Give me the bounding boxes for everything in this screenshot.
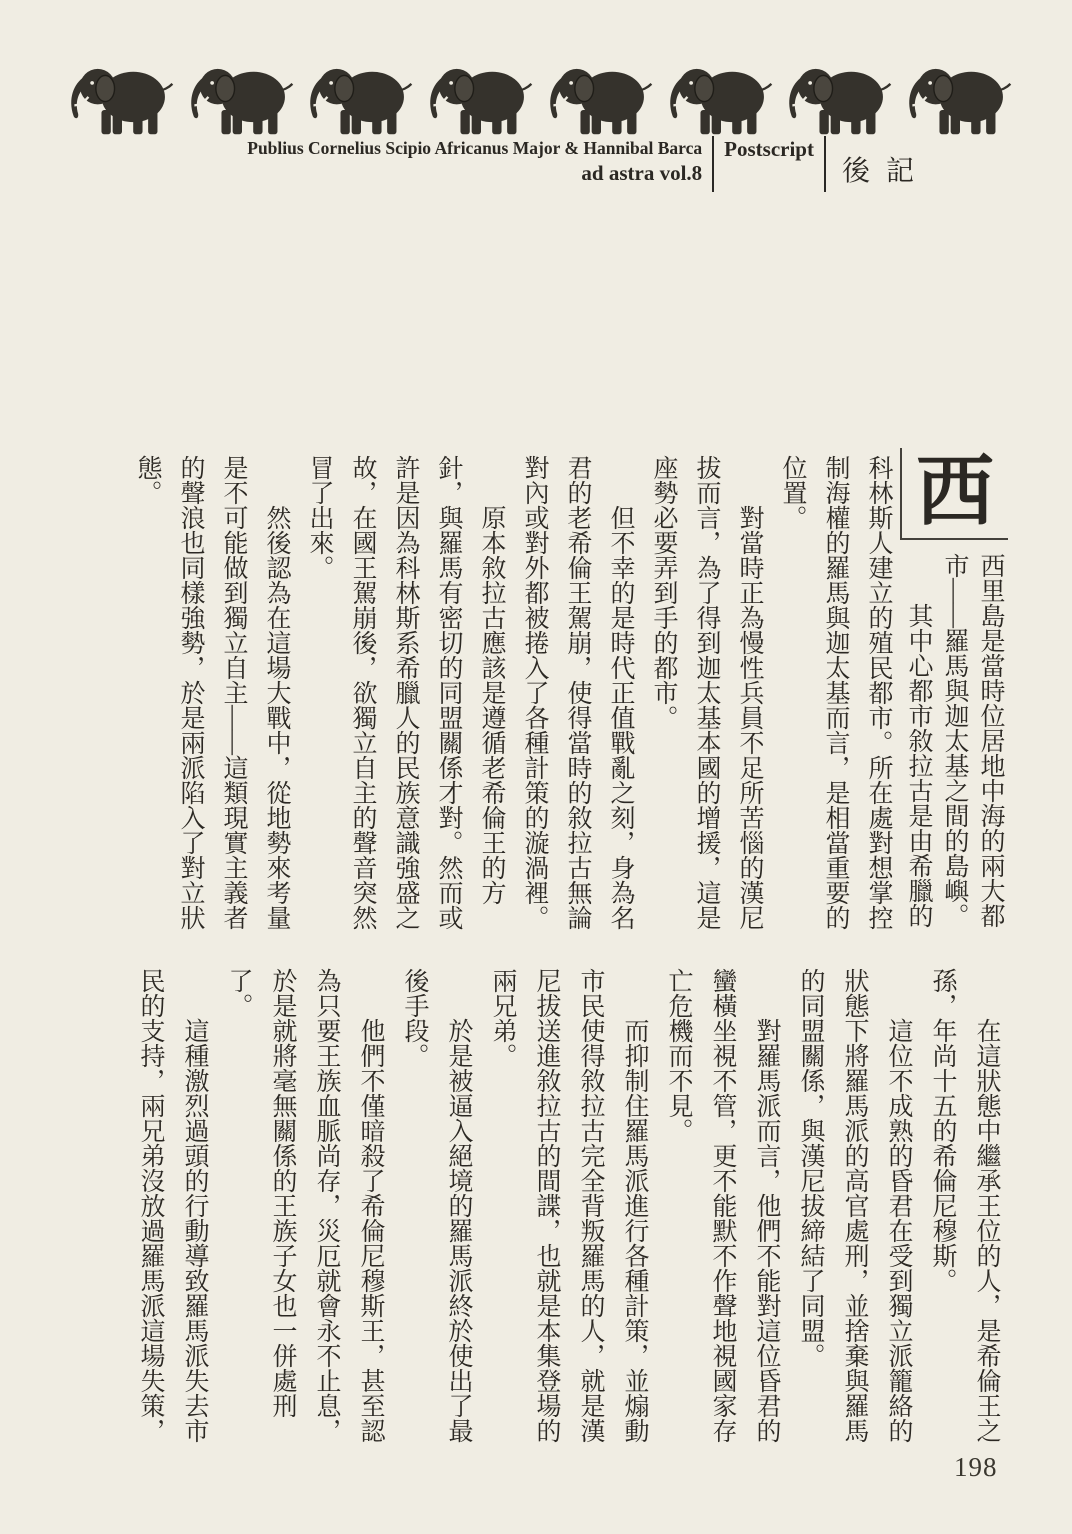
paragraph: 但不幸的是時代正值戰亂之刻，身為名君的老希倫王駕崩，使得當時的敘拉古無論對內或對外都被捲入了各種計策的漩渦裡。 xyxy=(521,455,634,930)
paragraph: 這種激烈過頭的行動導致羅馬派失去市民的支持，兩兄弟沒放過羅馬派這場失策， xyxy=(137,968,208,1443)
paragraph: 對當時正為慢性兵員不足所苦惱的漢尼拔而言，為了得到迦太基本國的增援，這是座勢必要弄到手的都市。 xyxy=(650,455,763,930)
paragraph: 於是被逼入絕境的羅馬派終於使出了最後手段。 xyxy=(401,968,472,1443)
header-divider xyxy=(712,136,714,192)
paragraph: 而抑制住羅馬派進行各種計策，並煽動市民使得敘拉古完全背叛羅馬的人，就是漢尼拔送進敘拉古的間諜，也就是本集登場的兩兄弟。 xyxy=(489,968,648,1443)
header-english-block xyxy=(247,136,702,194)
paragraph: 科林斯人建立的殖民都市。所在處對想掌控制海權的羅馬與迦太基而言，是相當重要的位置。 xyxy=(779,455,892,930)
paragraph: 這位不成熟的昏君在受到獨立派籠絡的狀態下將羅馬派的高官處刑，並捨棄與羅馬的同盟關係，與漢尼拔締結了同盟。 xyxy=(797,968,912,1443)
paragraph: 其中心都市敘拉古是由希臘的 xyxy=(905,603,932,928)
postscript-label: Postscript xyxy=(724,137,814,161)
paragraph: 對羅馬派而言，他們不能對這位昏君的蠻橫坐視不管，更不能默不作聲地視國家存亡危機而不見。 xyxy=(665,968,780,1443)
upper-intro-columns xyxy=(900,553,1008,933)
elephant-icon xyxy=(784,54,896,138)
page-header xyxy=(247,136,930,194)
paragraph: 原本敘拉古應該是遵循老希倫王的方針，與羅馬有密切的同盟關係才對。然而或許是因為科林斯系希臘人的民族意識強盛之故，在國王駕崩後，欲獨立自主的聲音突然冒了出來。 xyxy=(306,455,505,930)
upper-main-columns xyxy=(126,455,900,933)
elephant-icon xyxy=(305,54,417,138)
paragraph: 他們不僅暗殺了希倫尼穆斯王，甚至認為只要王族血脈尚存，災厄就會永不止息，於是就將毫無關係的王族子女也一併處刑了。 xyxy=(225,968,384,1443)
header-divider xyxy=(824,136,826,192)
postscript-label-cjk: 後記 xyxy=(841,156,930,187)
page-number: 198 xyxy=(954,1452,998,1482)
paragraph: 西里島是當時位居地中海的兩大都市——羅馬與迦太基之間的島嶼。 xyxy=(941,553,1004,928)
elephant-icon xyxy=(904,54,1016,138)
volume-label: ad astra vol.8 xyxy=(581,161,703,185)
paragraph: 在這狀態中繼承王位的人，是希倫王之孫，年尚十五的希倫尼穆斯。 xyxy=(929,968,1000,1443)
elephant-frieze xyxy=(66,50,1016,138)
drop-cap: 西 xyxy=(900,448,1008,540)
elephant-icon xyxy=(66,54,178,138)
elephant-icon xyxy=(186,54,298,138)
elephant-icon xyxy=(425,54,537,138)
elephant-icon xyxy=(545,54,657,138)
elephant-icon xyxy=(665,54,777,138)
series-title: Publius Cornelius Scipio Africanus Major & Hannibal Barca xyxy=(247,138,703,158)
paragraph: 然後認為在這場大戰中，從地勢來考量是不可能做到獨立自主——這類現實主義者的聲浪也同樣強勢，於是兩派陷入了對立狀態。 xyxy=(134,455,290,930)
lower-text-block xyxy=(128,968,1008,1446)
